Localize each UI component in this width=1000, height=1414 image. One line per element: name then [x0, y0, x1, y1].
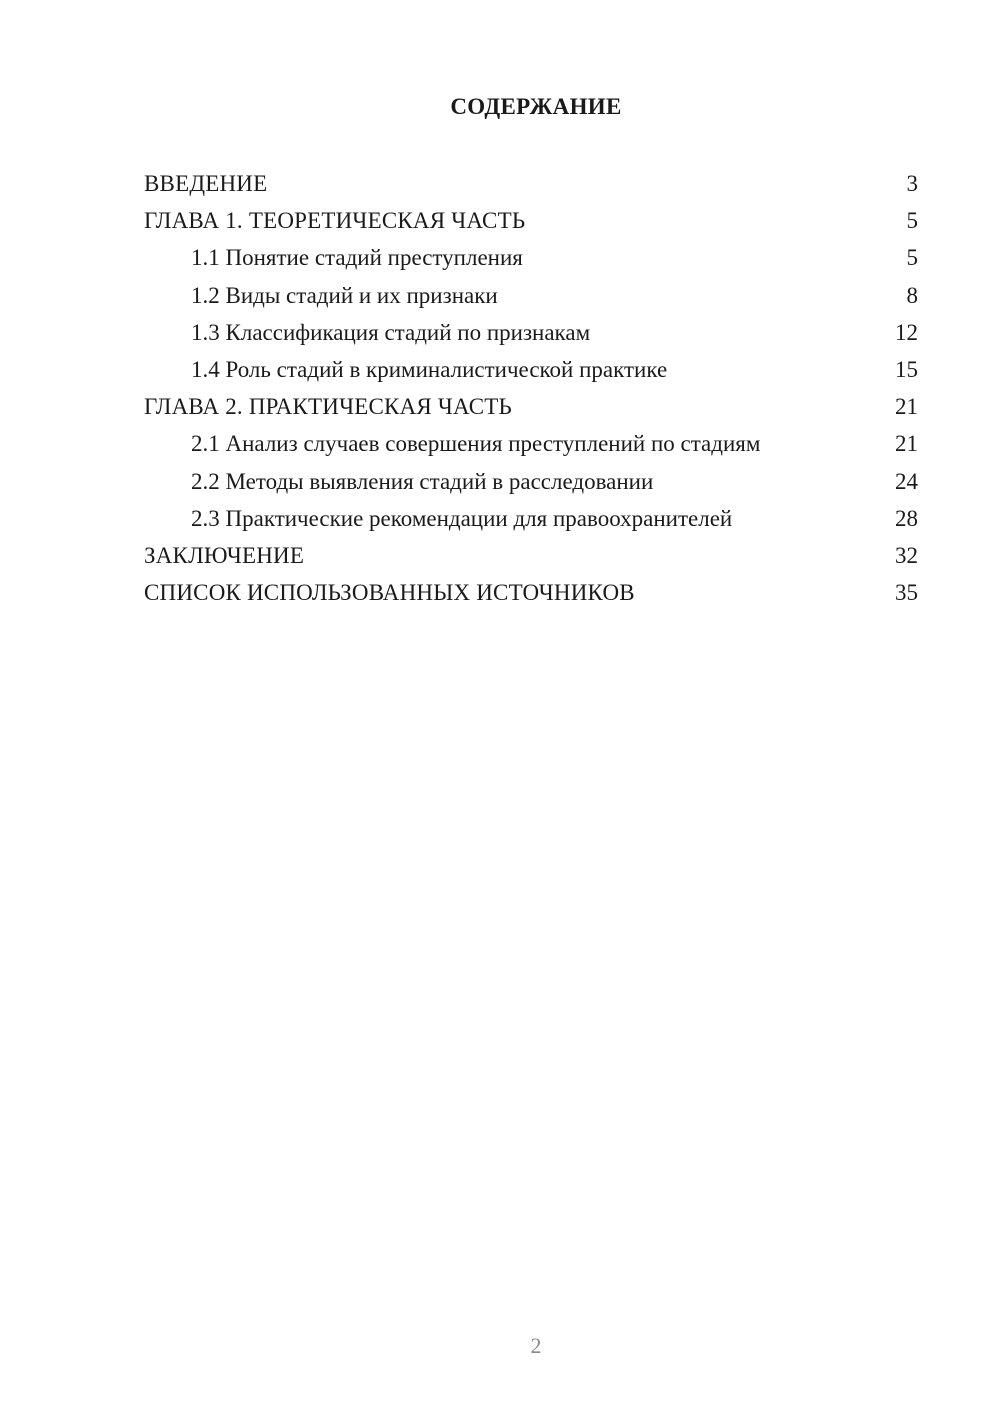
- toc-entry-label: 2.3 Практические рекомендации для правоохранителей: [191, 505, 733, 531]
- toc-entry-page: 21: [895, 431, 918, 457]
- toc-entry-label: 1.1 Понятие стадий преступления: [191, 245, 523, 271]
- toc-entry-label: ГЛАВА 2. ПРАКТИЧЕСКАЯ ЧАСТЬ: [144, 394, 512, 420]
- toc-entry-section-2-2: [144, 466, 918, 503]
- toc-entry-section-1-1: [144, 242, 918, 279]
- toc-entry-chapter-2: [144, 391, 918, 428]
- toc-entry-section-1-3: [144, 317, 918, 354]
- toc-entry-label: ГЛАВА 1. ТЕОРЕТИЧЕСКАЯ ЧАСТЬ: [144, 208, 526, 234]
- toc-entry-introduction: [144, 168, 918, 205]
- toc-entry-page: 32: [895, 542, 918, 568]
- toc-entry-page: 3: [906, 171, 918, 196]
- toc-title: СОДЕРЖАНИЕ: [450, 94, 622, 119]
- page-number: 2: [530, 1333, 542, 1358]
- toc-entry-references: [144, 577, 918, 614]
- toc-entry-section-1-4: [144, 354, 918, 391]
- toc-entry-label: 1.3 Классификация стадий по признакам: [191, 319, 591, 345]
- table-of-contents: [144, 168, 918, 614]
- toc-entry-section-2-3: [144, 503, 918, 540]
- toc-entry-label: 1.2 Виды стадий и их признаки: [191, 282, 498, 308]
- toc-entry-label: 2.2 Методы выявления стадий в расследовании: [191, 468, 654, 494]
- toc-entry-page: 12: [895, 319, 918, 345]
- toc-entry-page: 28: [895, 505, 918, 531]
- toc-entry-label: 2.1 Анализ случаев совершения преступлений по стадиям: [191, 431, 761, 457]
- toc-entry-page: 21: [895, 394, 918, 420]
- toc-entry-conclusion: [144, 540, 918, 577]
- toc-entry-page: 5: [906, 208, 918, 234]
- toc-entry-label: 1.4 Роль стадий в криминалистической практике: [191, 356, 668, 382]
- toc-entry-page: 15: [895, 356, 918, 382]
- toc-entry-page: 8: [906, 282, 918, 308]
- toc-entry-page: 5: [906, 245, 918, 271]
- toc-entry-page: 35: [895, 580, 918, 606]
- toc-entry-section-1-2: [144, 280, 918, 317]
- toc-entry-page: 24: [895, 468, 918, 494]
- toc-entry-label: ЗАКЛЮЧЕНИЕ: [144, 542, 305, 568]
- toc-entry-chapter-1: [144, 205, 918, 242]
- toc-entry-section-2-1: [144, 428, 918, 465]
- toc-entry-label: СПИСОК ИСПОЛЬЗОВАННЫХ ИСТОЧНИКОВ: [144, 580, 635, 606]
- toc-entry-label: ВВЕДЕНИЕ: [144, 171, 268, 196]
